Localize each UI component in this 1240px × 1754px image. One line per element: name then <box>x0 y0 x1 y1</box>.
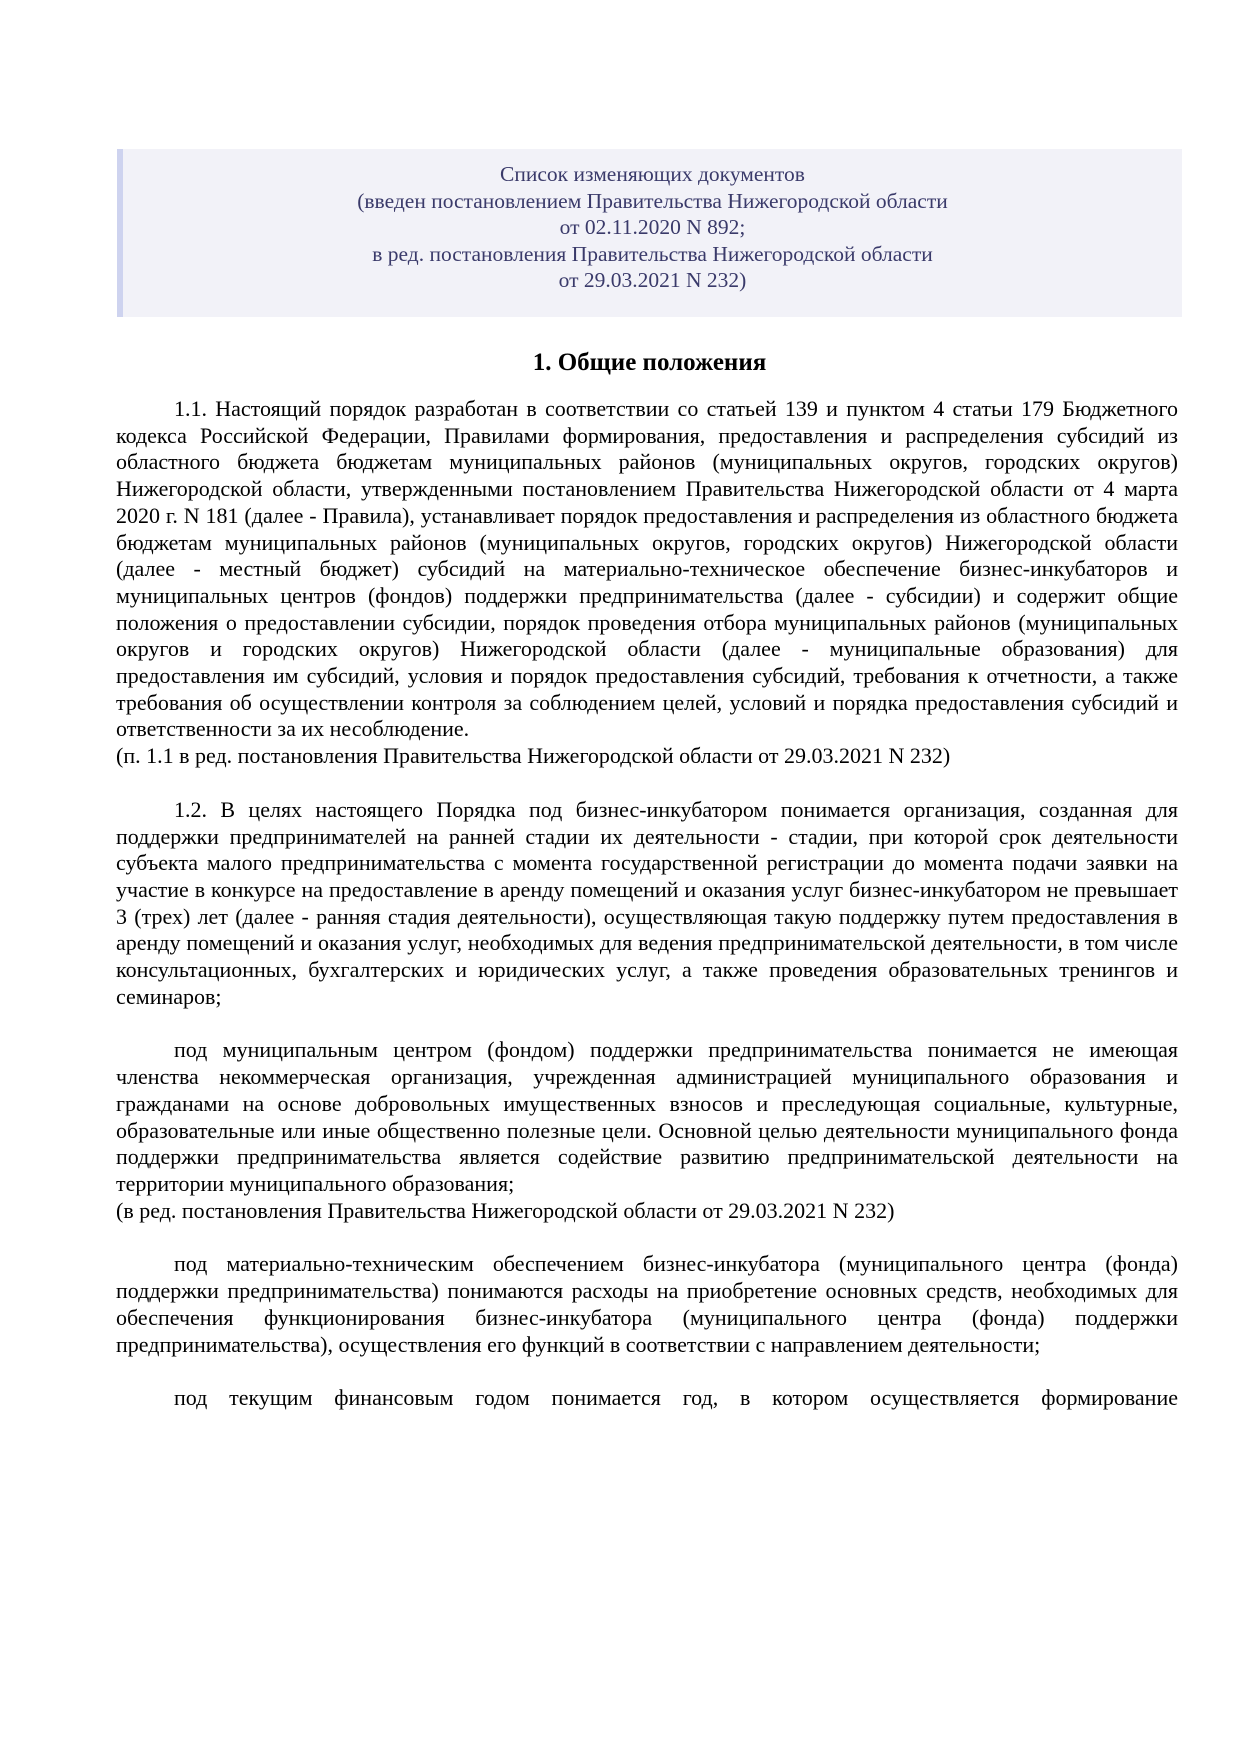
paragraph-gap <box>116 1224 1178 1251</box>
amending-document-line: в ред. постановления Правительства Нижегородской области <box>372 241 933 266</box>
amending-documents-box <box>117 149 1182 317</box>
section-title: 1. Общие положения <box>532 349 767 376</box>
paragraph-1-1: 1.1. Настоящий порядок разработан в соответствии со статьей 139 и пунктом 4 статьи 179 Бюджетного кодекса Российской Федерации, Правилами формирования, предоставления и распределения субсидий из областного бюджета бюджетам муниципальных районов (муниципальных округов, городских округов) Нижегородской области, утвержденными постановлением Правительства Нижегородской области от 4 марта 2020 г. N 181 (далее - Правила), устанавливает порядок предоставления и распределения из областного бюджета бюджетам муниципальных районов (муниципальных округов, городских округов) Нижегородской области (далее - местный бюджет) субсидий на материально-техническое обеспечение бизнес-инкубаторов и муниципальных центров (фондов) поддержки предпринимательства (далее - субсидии) и содержит общие положения о предоставлении субсидии, порядок проведения отбора муниципальных районов (муниципальных округов и городских округов) Нижегородской области (далее - муниципальные образования) для предоставления им субсидий, условия и порядок предоставления субсидий, требования к отчетности, а также требования об осуществлении контроля за соблюдением целей, условий и порядка предоставления субсидий и ответственности за их несоблюдение. <box>116 396 1178 742</box>
amending-document-line: от 29.03.2021 N 232) <box>558 268 747 292</box>
document-body <box>116 396 1178 1412</box>
paragraph-current-fiscal-year-definition: под текущим финансовым годом понимается год, в котором осуществляется формирование <box>174 1385 1178 1411</box>
paragraph-municipal-center-definition: под муниципальным центром (фондом) поддержки предпринимательства понимается не имеющая членства некоммерческая организация, учрежденная администрацией муниципального образования и гражданами на основе добровольных имущественных взносов и преследующая социальные, культурные, образовательные или иные общественно полезные цели. Основной целью деятельности муниципального фонда поддержки предпринимательства является содействие развитию предпринимательской деятельности на территории муниципального образования; <box>116 1037 1178 1196</box>
paragraph-gap <box>116 1010 1178 1037</box>
paragraph-gap <box>116 1358 1178 1385</box>
amendment-note: (п. 1.1 в ред. постановления Правительства Нижегородской области от 29.03.2021 N 232) <box>116 743 951 769</box>
paragraph-1-2: 1.2. В целях настоящего Порядка под бизнес-инкубатором понимается организация, созданная для поддержки предпринимателей на ранней стадии их деятельности - стадии, при которой срок деятельности субъекта малого предпринимательства с момента государственной регистрации до момента подачи заявки на участие в конкурсе на предоставление в аренду помещений и оказания услуг бизнес-инкубатором не превышает 3 (трех) лет (далее - ранняя стадия деятельности), осуществляющая такую поддержку путем предоставления в аренду помещений и оказания услуг, необходимых для ведения предпринимательской деятельности, в том числе консультационных, бухгалтерских и юридических услуг, а также проведения образовательных тренингов и семинаров; <box>116 796 1178 1009</box>
amendment-note: (в ред. постановления Правительства Нижегородской области от 29.03.2021 N 232) <box>116 1197 895 1223</box>
amending-document-line: (введен постановлением Правительства Нижегородской области <box>357 188 948 213</box>
amending-document-line: от 02.11.2020 N 892; <box>559 215 746 239</box>
paragraph-material-support-definition: под материально-техническим обеспечением бизнес-инкубатора (муниципального центра (фонда) поддержки предпринимательства) понимаются расходы на приобретение основных средств, необходимых для обеспечения функционирования бизнес-инкубатора (муниципального центра (фонда) поддержки предпринимательства), осуществления его функций в соответствии с направлением деятельности; <box>116 1251 1178 1357</box>
paragraph-gap <box>116 770 1178 797</box>
amending-documents-heading: Список изменяющих документов <box>500 162 805 186</box>
